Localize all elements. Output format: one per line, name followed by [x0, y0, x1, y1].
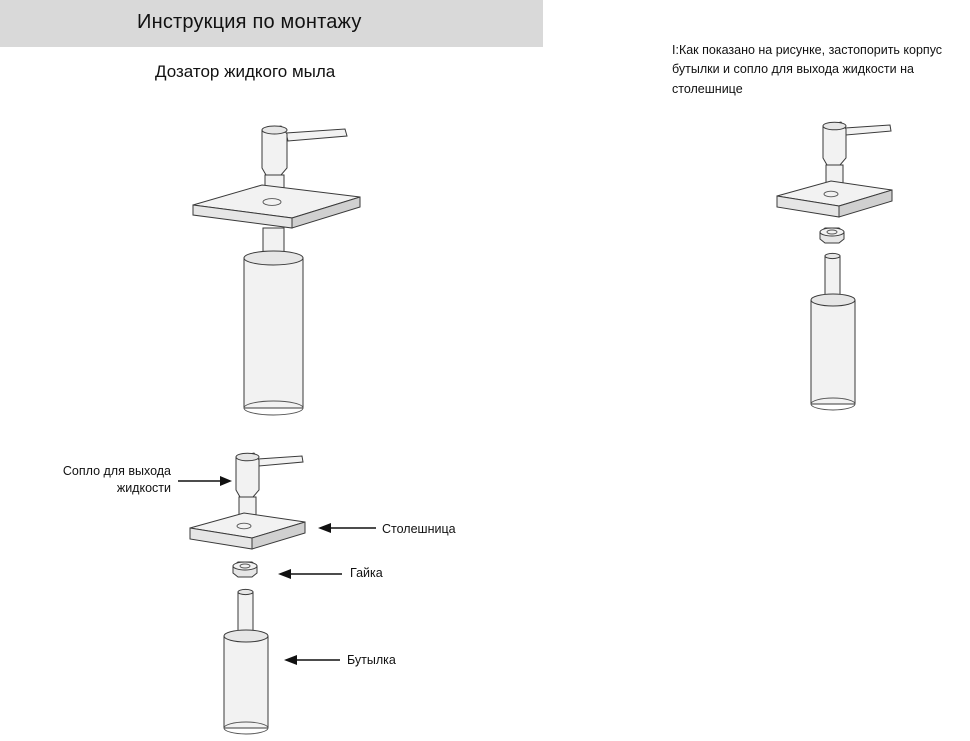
callout-arrow-nozzle: [178, 476, 232, 486]
callout-arrow-nut: [278, 569, 342, 579]
step-one-dispenser: [777, 122, 892, 410]
page-title: Инструкция по монтажу: [137, 11, 362, 33]
exploded-dispenser: [190, 453, 305, 734]
assembled-dispenser: [193, 126, 360, 415]
label-bottle: Бутылка: [347, 653, 396, 667]
label-nut: Гайка: [350, 566, 383, 580]
label-countertop: Столешница: [382, 522, 456, 536]
callout-arrow-bottle: [284, 655, 340, 665]
label-nozzle: Сопло для выхода жидкости: [62, 464, 171, 495]
callout-arrow-countertop: [318, 523, 376, 533]
product-subtitle: Дозатор жидкого мыла: [155, 62, 336, 81]
step-one-note: I:Как показано на рисунке, застопорить корпус бутылки и сопло для выхода жидкости на столешнице: [672, 43, 943, 96]
